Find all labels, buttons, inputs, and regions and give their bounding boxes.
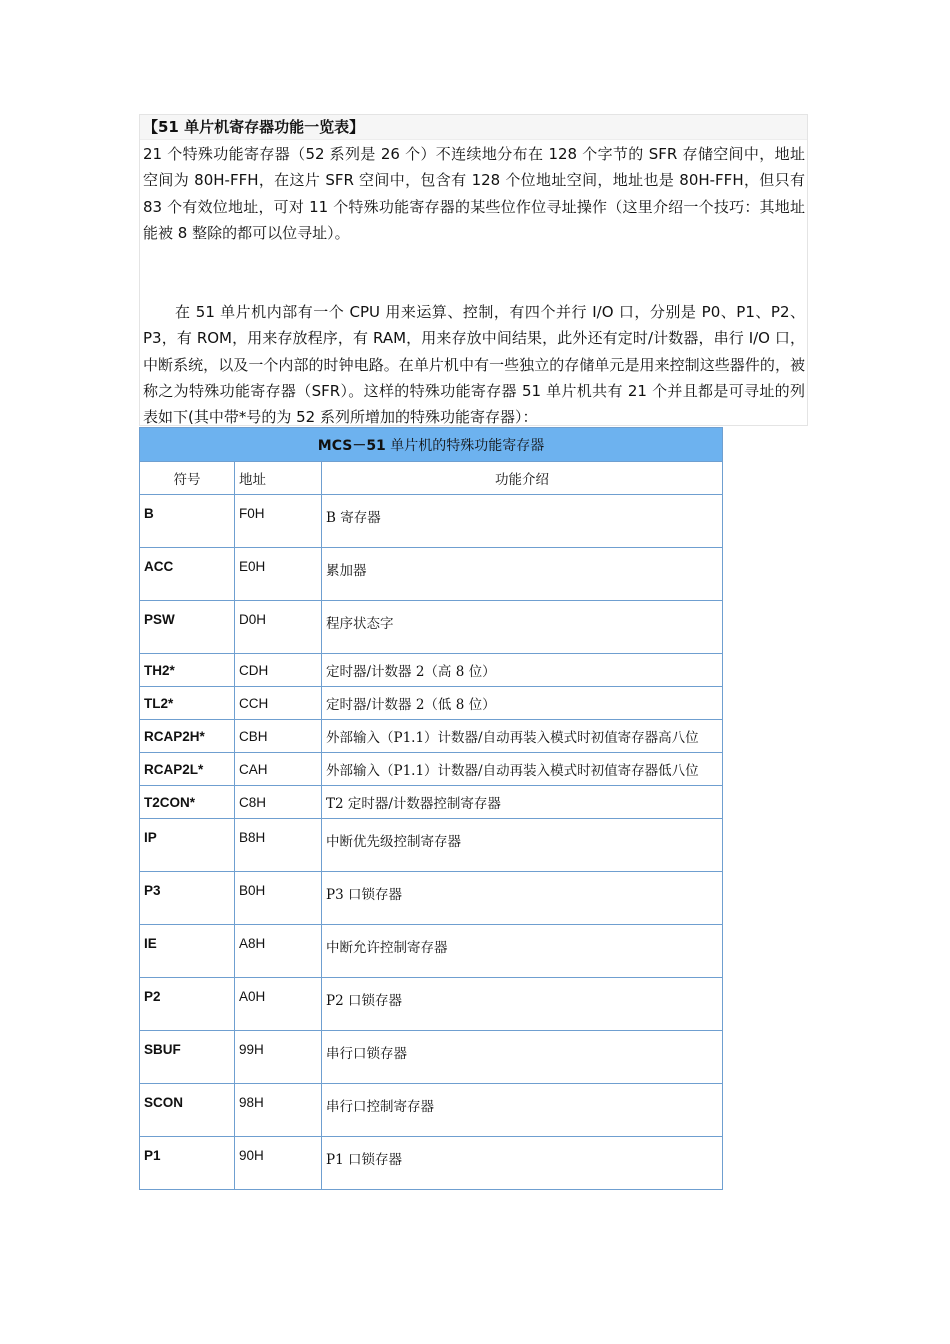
row-function: P2 口锁存器: [322, 978, 723, 1031]
row-address: B8H: [235, 819, 322, 872]
table-row: [140, 720, 723, 753]
table-row: [140, 495, 723, 548]
table-row: [140, 978, 723, 1031]
row-address: A8H: [235, 925, 322, 978]
table-caption-bold: MCS－51: [317, 437, 386, 454]
row-function: B 寄存器: [322, 495, 723, 548]
row-symbol: TL2*: [140, 687, 235, 720]
row-symbol: SCON: [140, 1084, 235, 1137]
header-function: 功能介绍: [322, 462, 723, 495]
row-symbol: P3: [140, 872, 235, 925]
row-function: 累加器: [322, 548, 723, 601]
row-address: 98H: [235, 1084, 322, 1137]
row-address: D0H: [235, 601, 322, 654]
table-row: [140, 786, 723, 819]
table-row: [140, 687, 723, 720]
row-address: CDH: [235, 654, 322, 687]
intro-title: 【51 单片机寄存器功能一览表】: [140, 115, 807, 140]
row-function: 外部输入（P1.1）计数器/自动再装入模式时初值寄存器高八位: [322, 720, 723, 753]
sfr-table: [139, 427, 723, 1190]
row-function: 串行口锁存器: [322, 1031, 723, 1084]
table-row: [140, 925, 723, 978]
table-header-row: [140, 462, 723, 495]
row-function: 程序状态字: [322, 601, 723, 654]
row-symbol: SBUF: [140, 1031, 235, 1084]
row-symbol: RCAP2L*: [140, 753, 235, 786]
row-symbol: RCAP2H*: [140, 720, 235, 753]
row-function: 定时器/计数器 2（低 8 位）: [322, 687, 723, 720]
table-row: [140, 548, 723, 601]
row-function: T2 定时器/计数器控制寄存器: [322, 786, 723, 819]
row-symbol: PSW: [140, 601, 235, 654]
row-function: 中断优先级控制寄存器: [322, 819, 723, 872]
table-row: [140, 1084, 723, 1137]
row-function: 定时器/计数器 2（高 8 位）: [322, 654, 723, 687]
intro-box: [139, 114, 808, 426]
row-symbol: IP: [140, 819, 235, 872]
row-symbol: P2: [140, 978, 235, 1031]
row-symbol: B: [140, 495, 235, 548]
row-address: 99H: [235, 1031, 322, 1084]
row-address: CBH: [235, 720, 322, 753]
table-row: [140, 601, 723, 654]
row-symbol: IE: [140, 925, 235, 978]
row-symbol: ACC: [140, 548, 235, 601]
intro-paragraph-1: 21 个特殊功能寄存器（52 系列是 26 个）不连续地分布在 128 个字节的 SFR 存储空间中，地址空间为 80H-FFH，在这片 SFR 空间中，包含有 128 个位地址空间，地址也是 80H-FFH，但只有 83 个有效位地址，可对 11 个特殊功能寄存器的某些位作位寻址操作（这里介绍一个技巧：其地址能被 8 整除的都可以位寻址）。: [143, 145, 805, 242]
row-function: 外部输入（P1.1）计数器/自动再装入模式时初值寄存器低八位: [322, 753, 723, 786]
row-address: 90H: [235, 1137, 322, 1190]
row-address: A0H: [235, 978, 322, 1031]
table-caption-rest: 单片机的特殊功能寄存器: [385, 437, 545, 454]
table-row: [140, 1031, 723, 1084]
row-function: P3 口锁存器: [322, 872, 723, 925]
table-row: [140, 819, 723, 872]
row-address: CAH: [235, 753, 322, 786]
row-symbol: P1: [140, 1137, 235, 1190]
row-address: E0H: [235, 548, 322, 601]
row-address: F0H: [235, 495, 322, 548]
row-symbol: T2CON*: [140, 786, 235, 819]
row-function: P1 口锁存器: [322, 1137, 723, 1190]
header-symbol: 符号: [140, 462, 235, 495]
row-address: C8H: [235, 786, 322, 819]
table-row: [140, 753, 723, 786]
row-function: 串行口控制寄存器: [322, 1084, 723, 1137]
row-symbol: TH2*: [140, 654, 235, 687]
row-function: 中断允许控制寄存器: [322, 925, 723, 978]
row-address: CCH: [235, 687, 322, 720]
table-caption: [140, 428, 723, 462]
header-address: 地址: [235, 462, 322, 495]
intro-paragraph-2: 在 51 单片机内部有一个 CPU 用来运算、控制，有四个并行 I/O 口，分别是 P0、P1、P2、P3，有 ROM，用来存放程序，有 RAM，用来存放中间结果，此外还有定时/计数器，串行 I/O 口，中断系统，以及一个内部的时钟电路。在单片机中有一些独立的存储单元是用来控制这些器件的，被称之为特殊功能寄存器（SFR）。这样的特殊功能寄存器 51 单片机共有 21 个并且都是可寻址的列表如下(其中带*号的为 52 系列所增加的特殊功能寄存器）：: [143, 303, 805, 427]
row-address: B0H: [235, 872, 322, 925]
table-row: [140, 872, 723, 925]
table-row: [140, 1137, 723, 1190]
table-row: [140, 654, 723, 687]
